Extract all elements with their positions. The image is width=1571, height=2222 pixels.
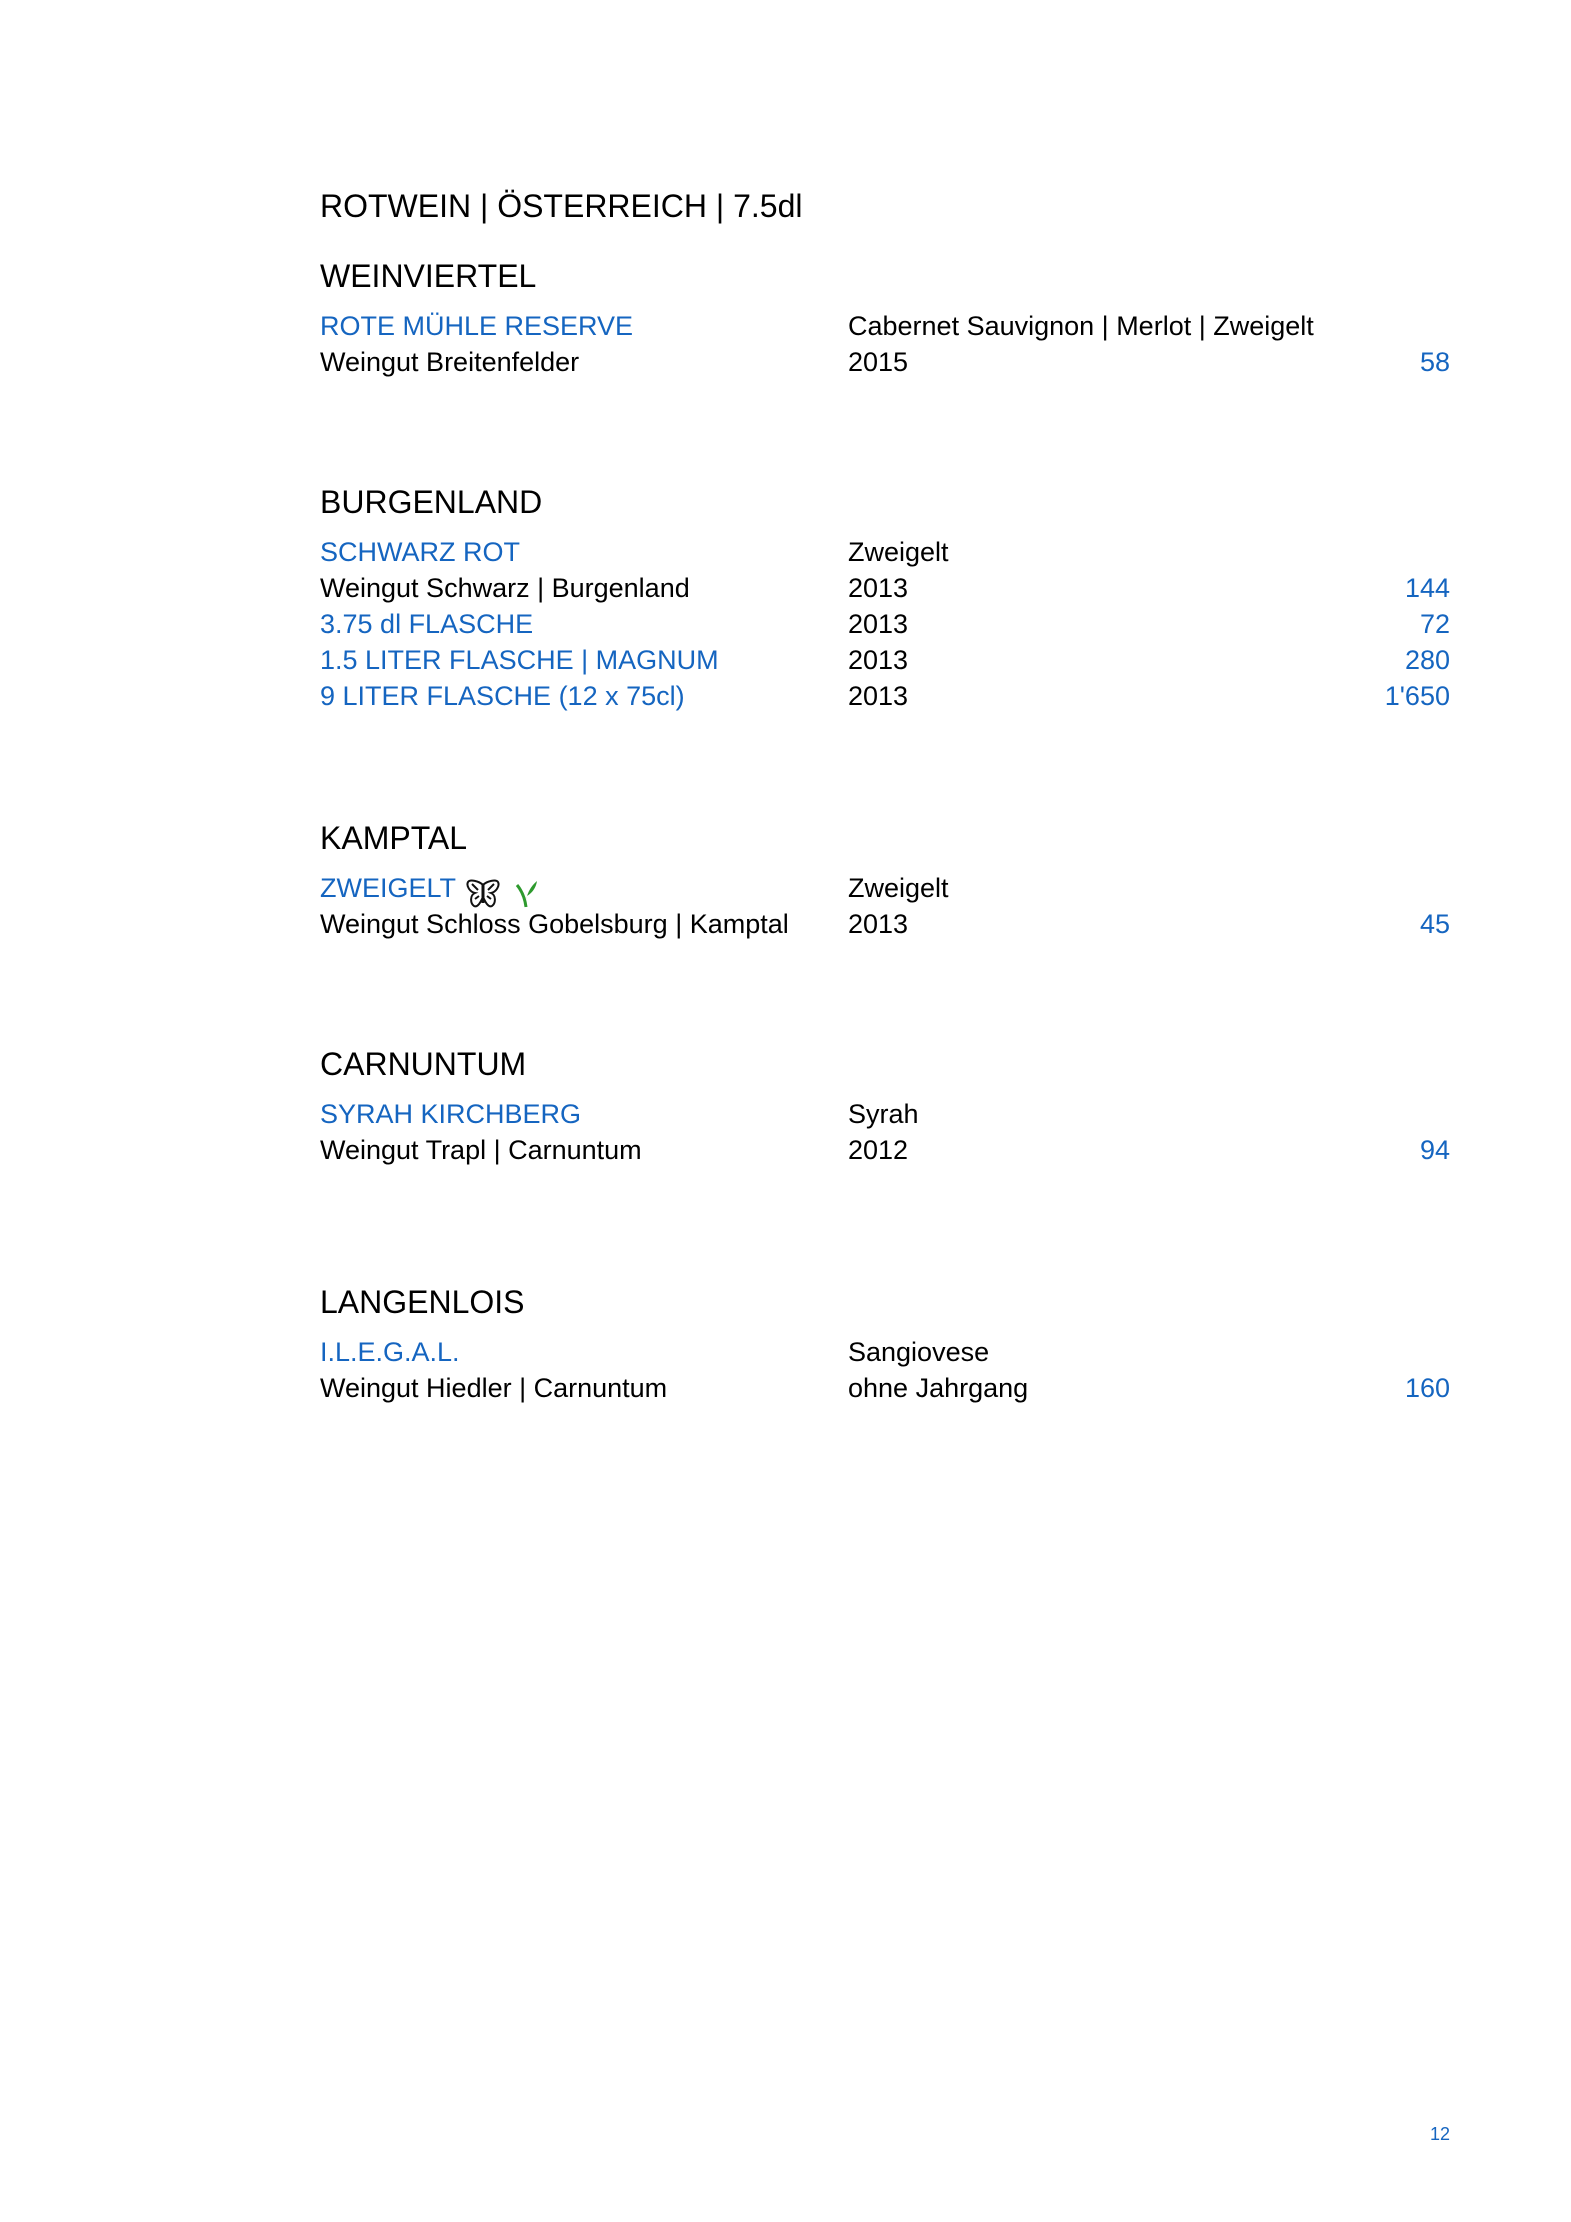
region-title: CARNUNTUM	[320, 1046, 527, 1082]
region-title: LANGENLOIS	[320, 1284, 525, 1320]
wine-name: I.L.E.G.A.L.	[320, 1337, 460, 1367]
producer: Weingut Trapl | Carnuntum	[320, 1135, 642, 1165]
price: 280	[1404, 645, 1450, 675]
bottle-size-row	[320, 606, 1450, 642]
wine-name-with-icons	[320, 870, 540, 910]
grape-varieties: Sangiovese	[848, 1337, 990, 1367]
page-number: 12	[1430, 2124, 1451, 2144]
producer: Weingut Schloss Gobelsburg | Kamptal	[320, 909, 789, 939]
vintage: 2013	[848, 609, 909, 639]
price: 45	[1419, 909, 1450, 939]
wine-icons	[466, 874, 540, 910]
vintage: 2013	[848, 645, 909, 675]
producer-row	[320, 344, 1450, 380]
vintage: 2013	[848, 681, 909, 711]
region-burgenland	[320, 482, 1450, 714]
grape-varieties: Zweigelt	[848, 873, 949, 903]
vintage: ohne Jahrgang	[848, 1373, 1029, 1403]
vintage: 2015	[848, 347, 909, 377]
producer-row	[320, 906, 1450, 942]
bottle-size: 3.75 dl FLASCHE	[320, 609, 534, 639]
region-kamptal	[320, 818, 1450, 942]
producer: Weingut Hiedler | Carnuntum	[320, 1373, 668, 1403]
vintage: 2013	[848, 573, 909, 603]
page-title: ROTWEIN | ÖSTERREICH | 7.5dl	[320, 188, 803, 224]
price: 94	[1419, 1135, 1450, 1165]
grape-varieties: Cabernet Sauvignon | Merlot | Zweigelt	[848, 311, 1314, 341]
price: 160	[1404, 1373, 1450, 1403]
price: 58	[1419, 347, 1450, 377]
wine-name: ZWEIGELT	[320, 873, 457, 903]
region-langenlois	[320, 1282, 1450, 1406]
bottle-size-row	[320, 642, 1450, 678]
wine-name-row	[320, 870, 1450, 906]
producer: Weingut Breitenfelder	[320, 347, 580, 377]
producer-row	[320, 1370, 1450, 1406]
producer-row	[320, 570, 1450, 606]
wine-name-row	[320, 1334, 1450, 1370]
price: 1'650	[1384, 681, 1450, 711]
vintage: 2013	[848, 909, 909, 939]
vintage: 2012	[848, 1135, 909, 1165]
wine-name-row	[320, 308, 1450, 344]
region-weinviertel	[320, 256, 1450, 380]
wine-name: SYRAH KIRCHBERG	[320, 1099, 582, 1129]
bottle-size-row	[320, 678, 1450, 714]
region-title: KAMPTAL	[320, 820, 467, 856]
grape-varieties: Syrah	[848, 1099, 919, 1129]
bottle-size: 1.5 LITER FLASCHE | MAGNUM	[320, 645, 719, 675]
wine-name-row	[320, 534, 1450, 570]
wine-name: SCHWARZ ROT	[320, 537, 520, 567]
region-title: WEINVIERTEL	[320, 258, 537, 294]
wine-name: ROTE MÜHLE RESERVE	[320, 311, 634, 341]
grape-varieties: Zweigelt	[848, 537, 949, 567]
leaf-icon	[514, 879, 540, 909]
butterfly-icon	[466, 879, 500, 909]
price: 72	[1419, 609, 1450, 639]
price: 144	[1404, 573, 1450, 603]
region-carnuntum	[320, 1044, 1450, 1168]
region-title: BURGENLAND	[320, 484, 543, 520]
producer: Weingut Schwarz | Burgenland	[320, 573, 690, 603]
wine-name-row	[320, 1096, 1450, 1132]
bottle-size: 9 LITER FLASCHE (12 x 75cl)	[320, 681, 685, 711]
producer-row	[320, 1132, 1450, 1168]
